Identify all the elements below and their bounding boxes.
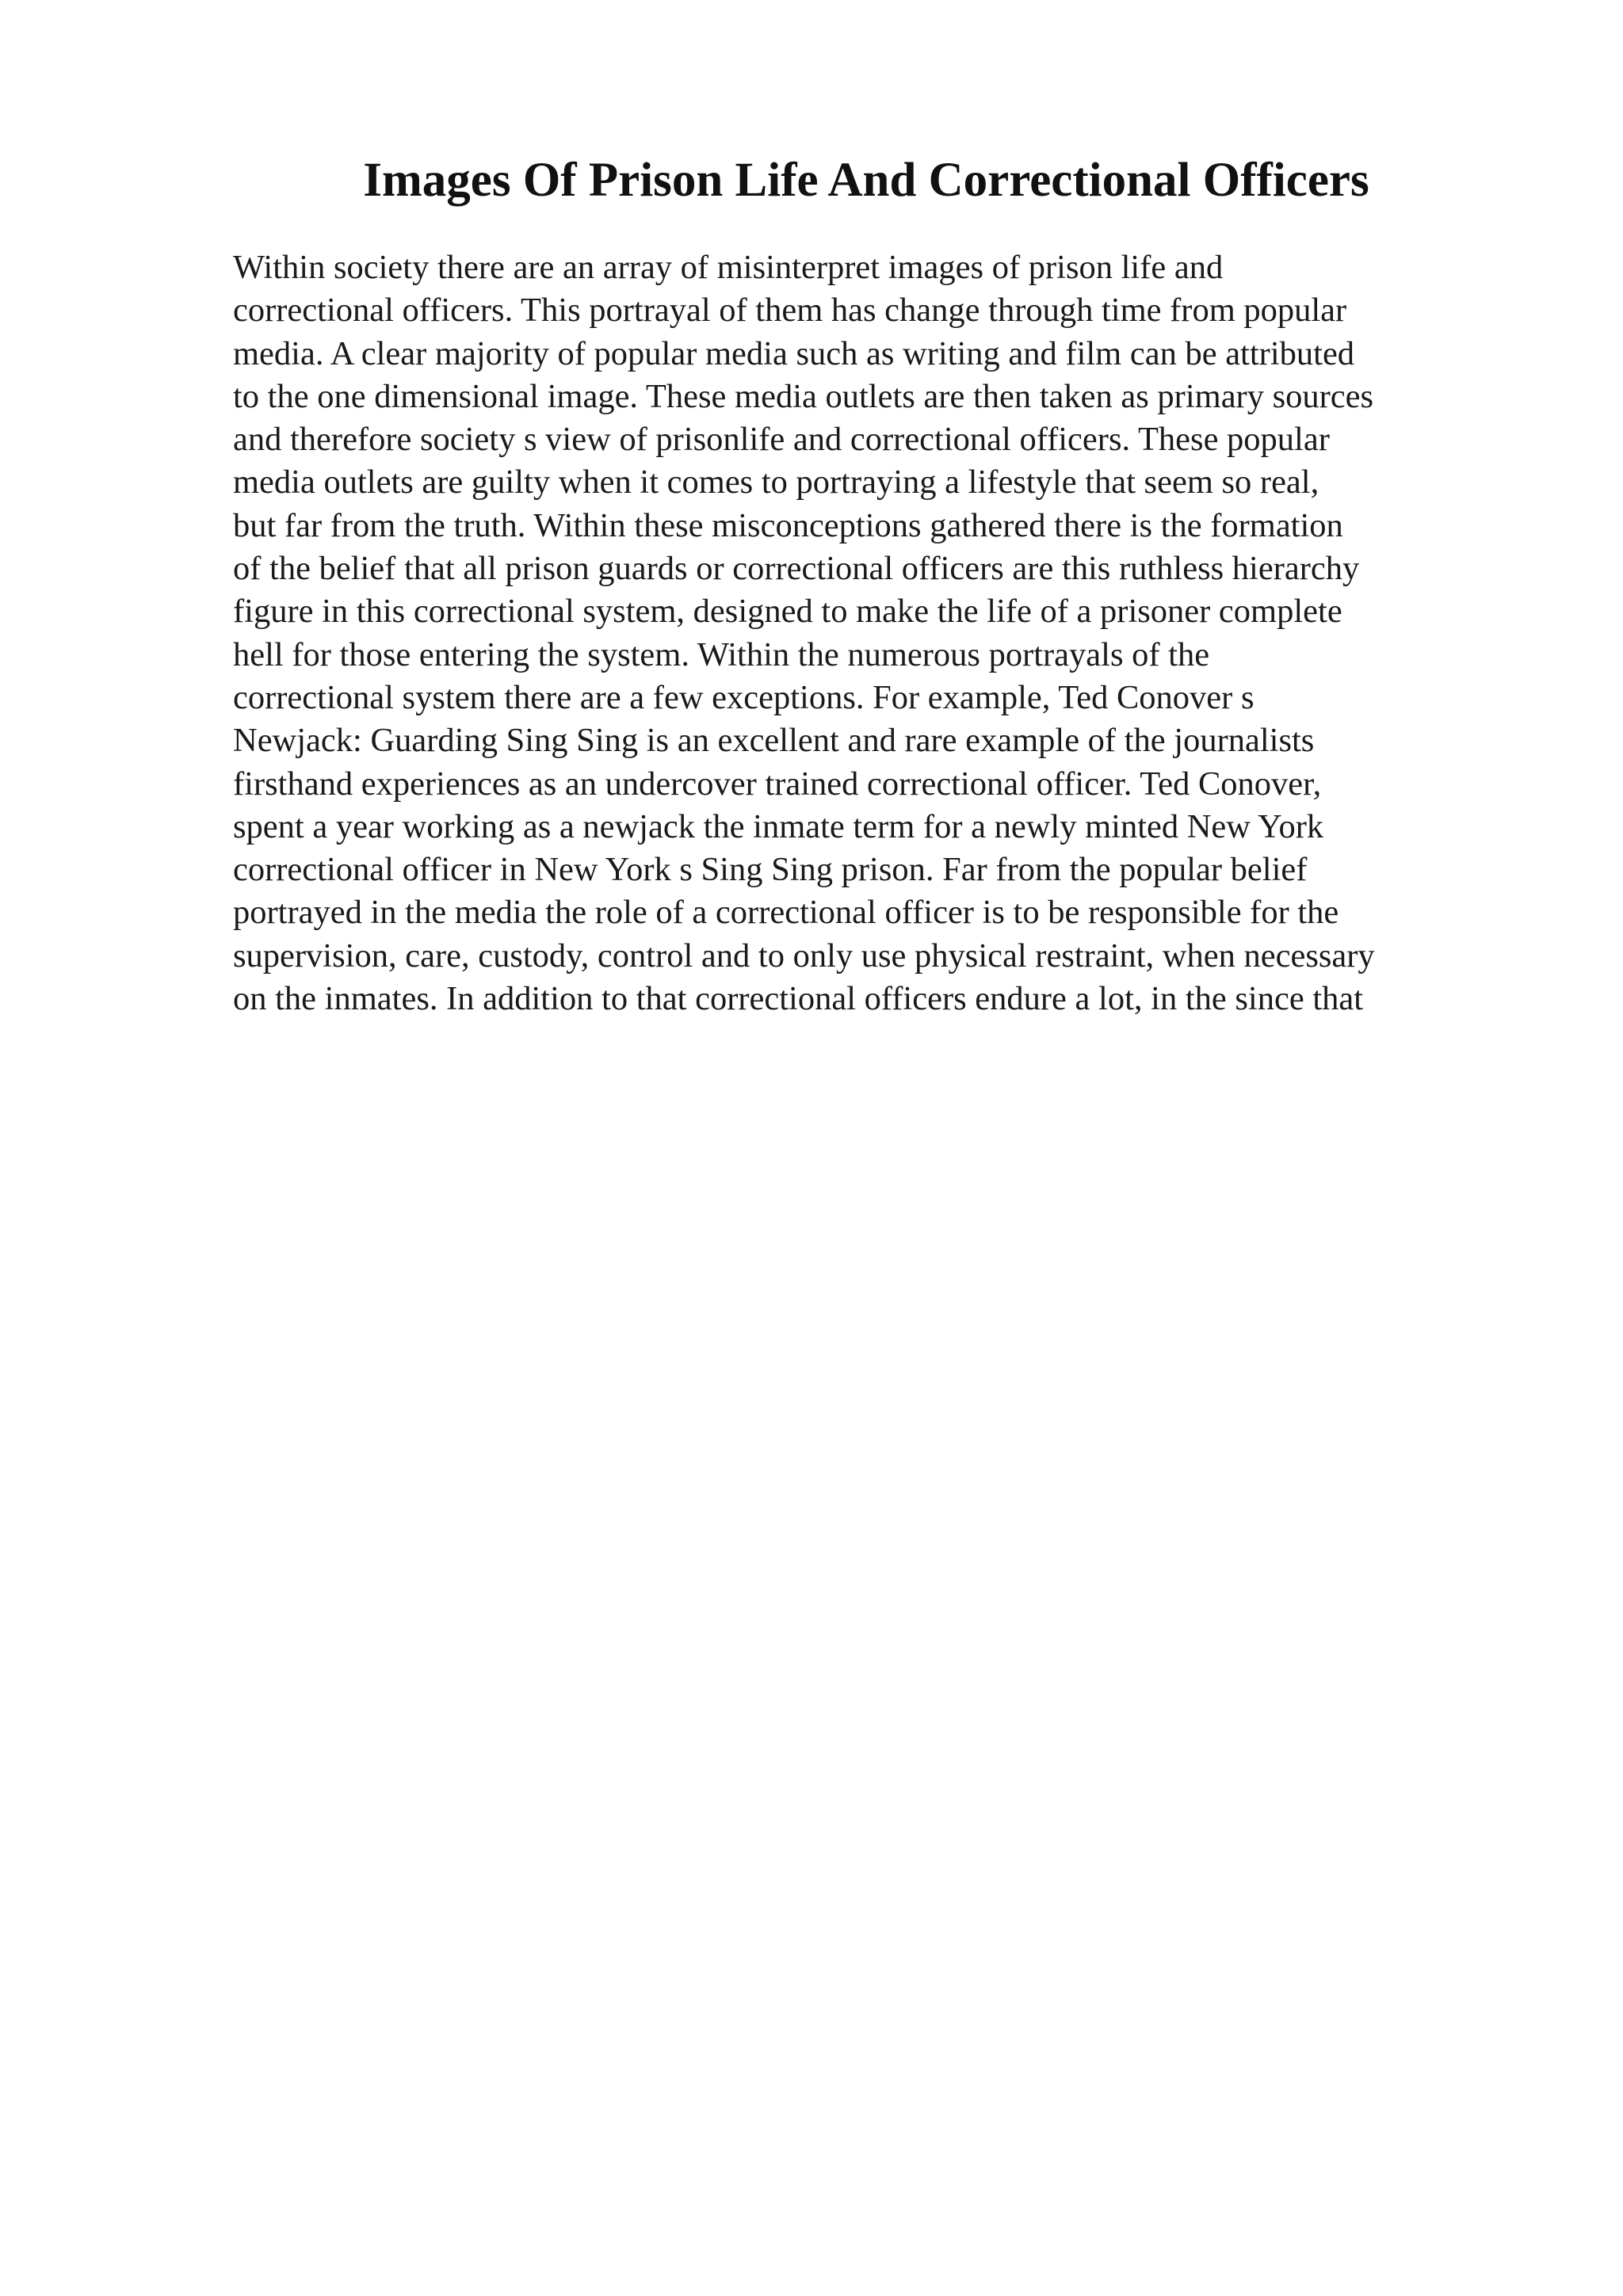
body-line: figure in this correctional system, designed to make the life of a prisoner complete [233,593,1342,631]
body-line: on the inmates. In addition to that correctional officers endure a lot, in the since that [233,980,1364,1018]
document-title: Images Of Prison Life And Correctional Officers [363,154,1369,207]
body-line: correctional system there are a few exceptions. For example, Ted Conover s [233,678,1254,716]
body-line: correctional officer in New York s Sing Sing prison. Far from the popular belief [233,851,1308,889]
body-line: correctional officers. This portrayal of them has change through time from popular [233,292,1347,330]
body-line: Within society there are an array of misinterpret images of prison life and [233,249,1224,286]
body-line: supervision, care, custody, control and to only use physical restraint, when necessary [233,936,1375,974]
body-line: media outlets are guilty when it comes to portraying a lifestyle that seem so real, [233,463,1319,502]
body-line: spent a year working as a newjack the inmate term for a newly minted New York [233,807,1324,845]
body-line: of the belief that all prison guards or correctional officers are this ruthless hierarchy [233,550,1360,588]
body-line: portrayed in the media the role of a correctional officer is to be responsible for the [233,894,1339,932]
document-body [233,246,1501,1020]
body-line: and therefore society s view of prisonlife and correctional officers. These popular [233,421,1330,459]
body-line: to the one dimensional image. These media outlets are then taken as primary sources [233,377,1374,415]
body-line: firsthand experiences as an undercover trained correctional officer. Ted Conover, [233,765,1322,803]
body-line: media. A clear majority of popular media such as writing and film can be attributed [233,334,1355,372]
body-line: Newjack: Guarding Sing Sing is an excellent and rare example of the journalists [233,722,1315,760]
body-line: hell for those entering the system. Within the numerous portrayals of the [233,635,1210,673]
body-line: but far from the truth. Within these misconceptions gathered there is the formation [233,506,1343,544]
